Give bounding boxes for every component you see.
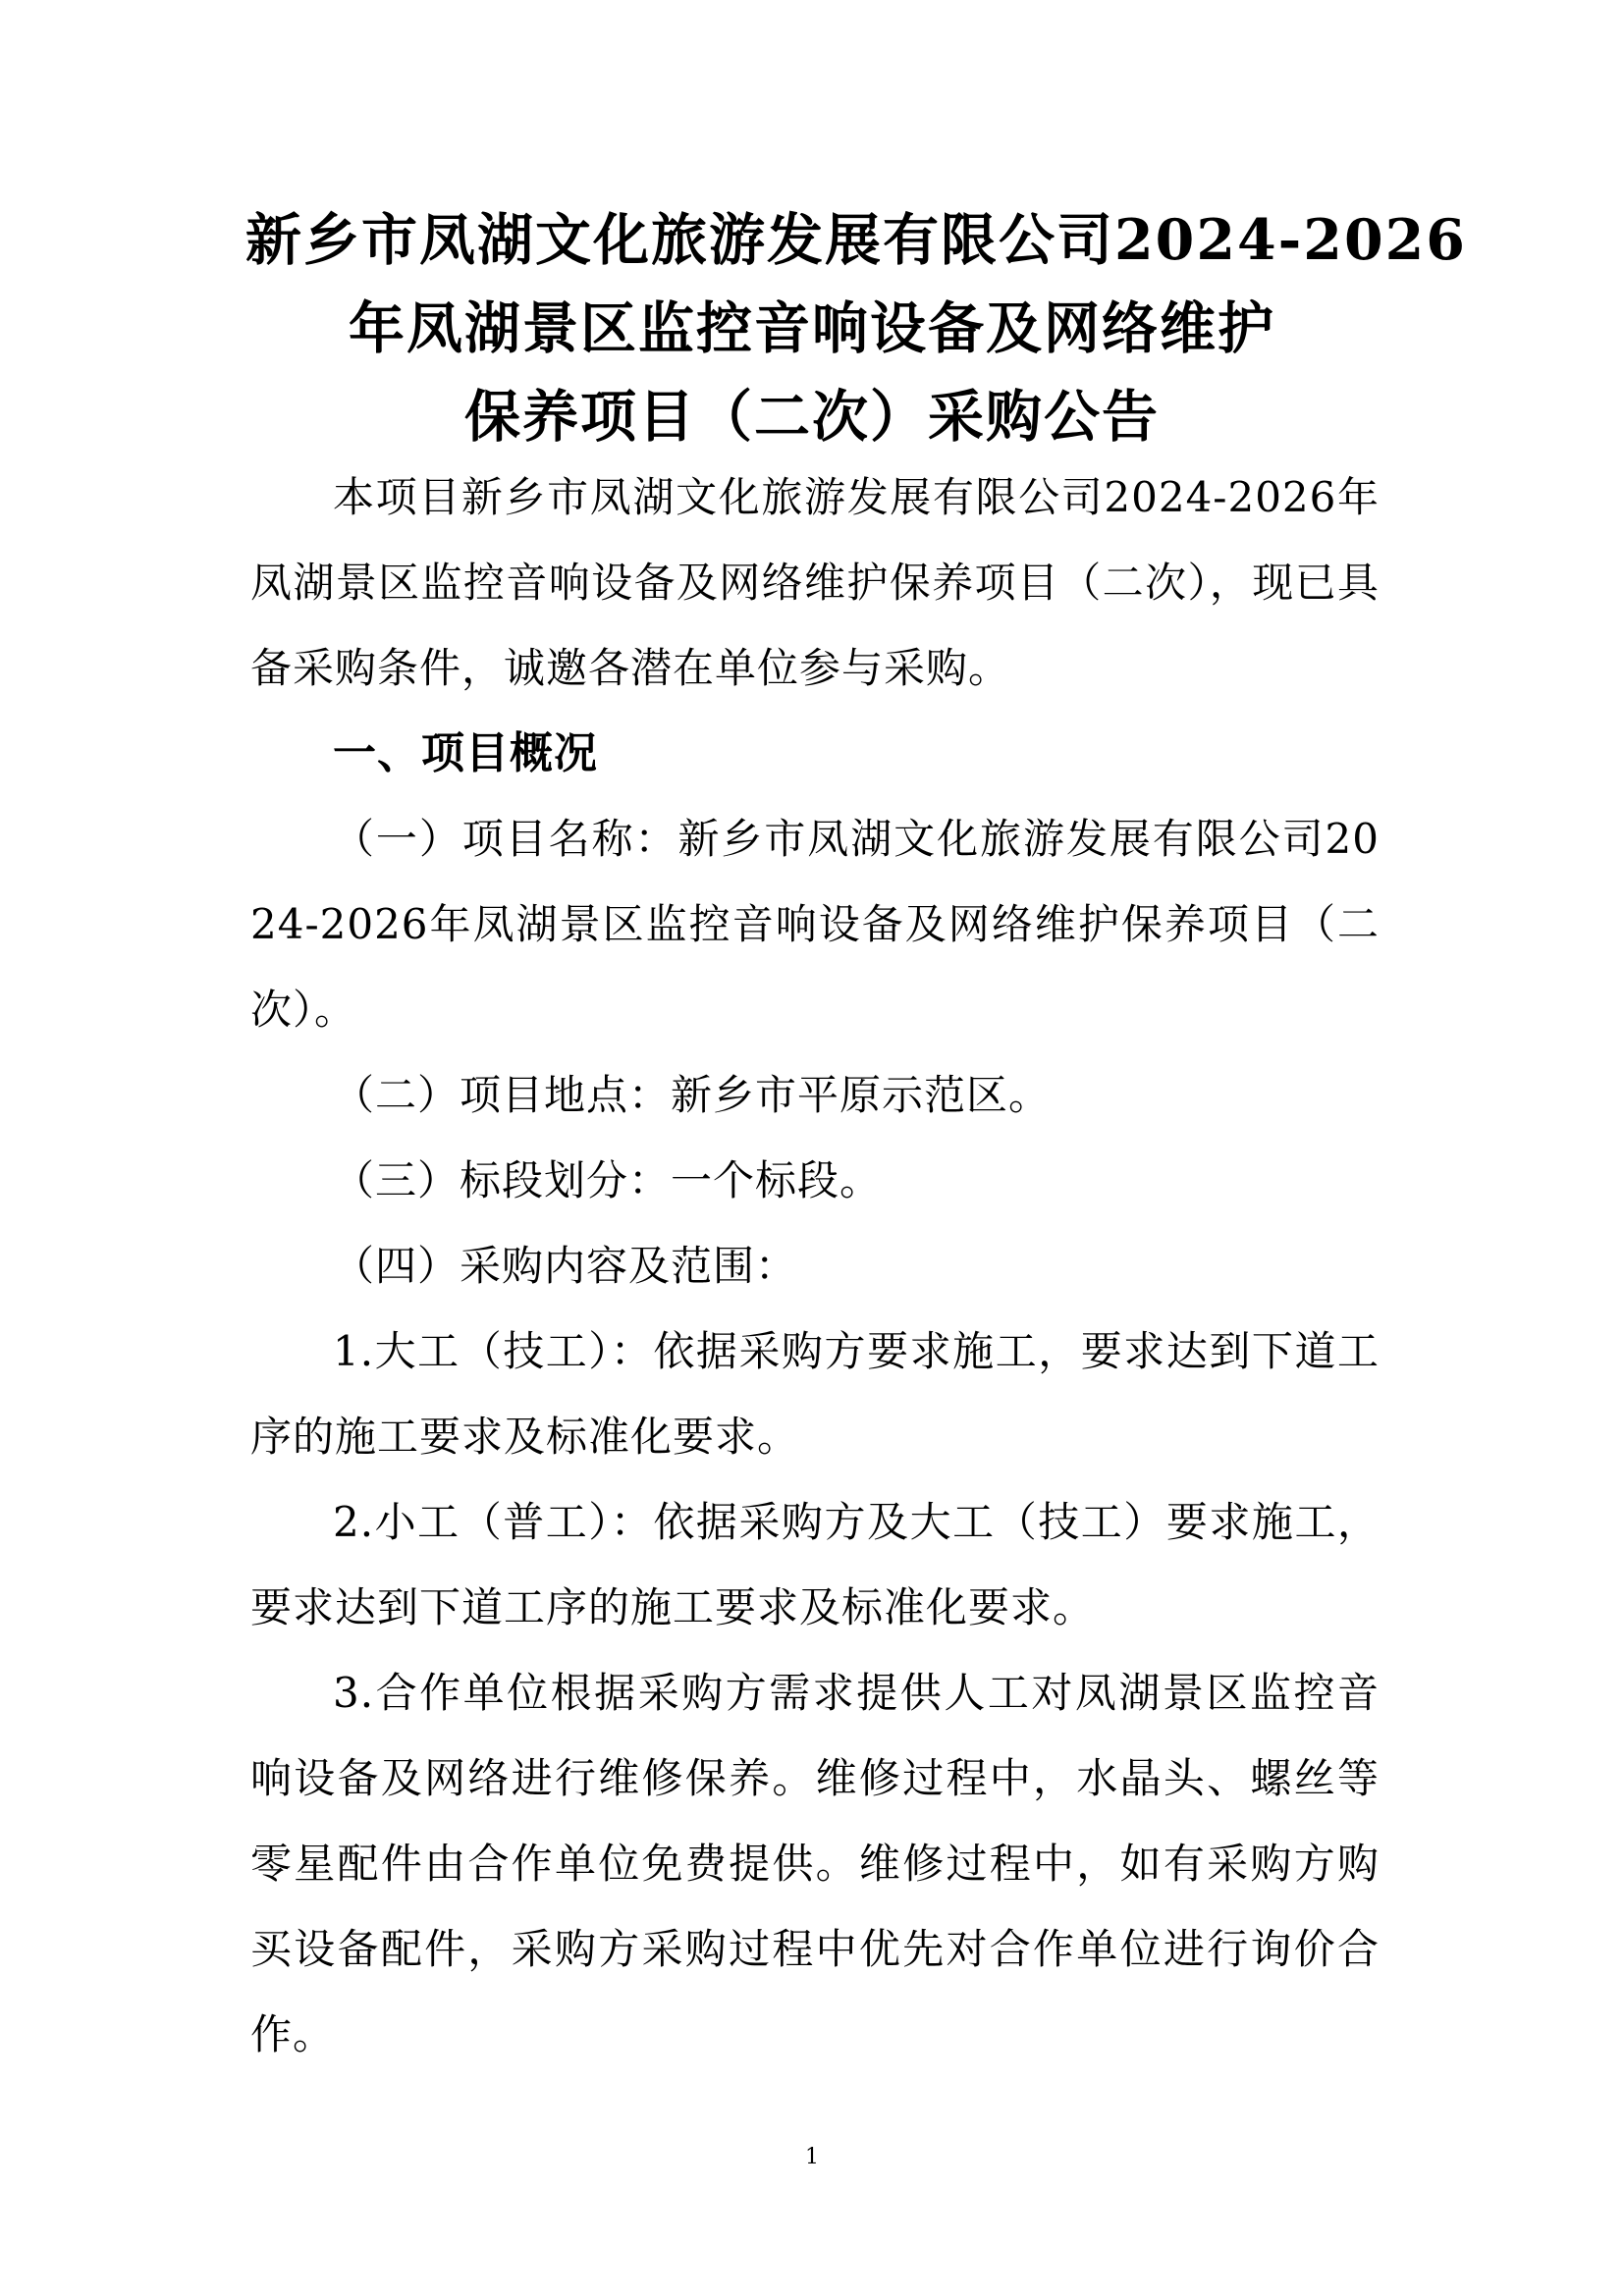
item-project-name: （一）项目名称：新乡市凤湖文化旅游发展有限公司2024-2026年凤湖景区监控音响设备及网络维护保养项目（二次）。 xyxy=(250,815,1380,1034)
document-body xyxy=(250,454,1380,2077)
item-procurement-scope: （四）采购内容及范围： xyxy=(333,1242,798,1290)
intro-paragraph: 本项目新乡市凤湖文化旅游发展有限公司2024-2026年凤湖景区监控音响设备及网络维护保养项目（二次），现已具备采购条件，诚邀各潜在单位参与采购。 xyxy=(250,473,1380,692)
title-line-2: 年凤湖景区监控音响设备及网络维护 xyxy=(349,295,1275,361)
scope-item-1: 1.大工（技工）：依据采购方要求施工，要求达到下道工序的施工要求及标准化要求。 xyxy=(250,1327,1380,1461)
title-line-1: 新乡市凤湖文化旅游发展有限公司2024-2026 xyxy=(245,207,1467,273)
scope-item-2: 2.小工（普工）：依据采购方及大工（技工）要求施工，要求达到下道工序的施工要求及标准化要求。 xyxy=(250,1498,1380,1631)
item-project-location: （二）项目地点：新乡市平原示范区。 xyxy=(333,1071,1052,1119)
document-title xyxy=(245,196,1467,461)
item-lot-division: （三）标段划分：一个标段。 xyxy=(333,1156,883,1204)
section-heading-project-overview: 一、项目概况 xyxy=(333,728,598,778)
scope-item-3: 3.合作单位根据采购方需求提供人工对凤湖景区监控音响设备及网络进行维修保养。维修过程中，水晶头、螺丝等零星配件由合作单位免费提供。维修过程中，如有采购方购买设备配件，采购方采购过程中优先对合作单位进行询价合作。 xyxy=(250,1669,1380,2058)
title-line-3: 保养项目（二次）采购公告 xyxy=(464,384,1160,450)
page-number: 1 xyxy=(805,2145,819,2169)
